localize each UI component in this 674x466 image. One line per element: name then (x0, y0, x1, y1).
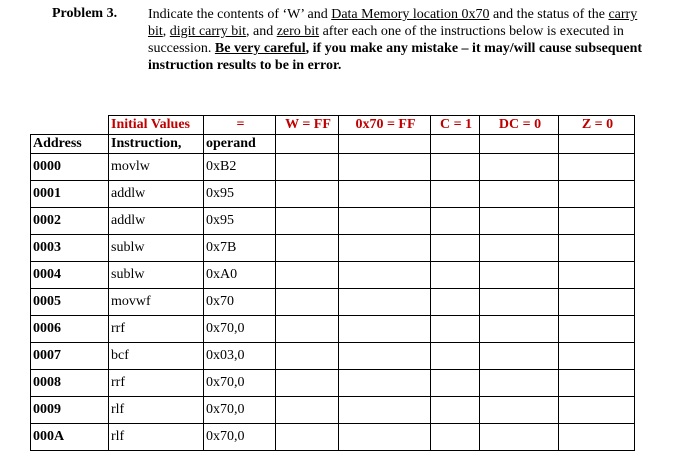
problem-text-5: after each one of the instructions below is executed in succession. (148, 24, 624, 56)
operand-cell: 0x70,0 (204, 397, 276, 424)
c-answer-cell[interactable] (431, 181, 480, 208)
instruction-cell: bcf (109, 343, 204, 370)
address-cell: 0006 (31, 316, 109, 343)
w-answer-cell[interactable] (276, 424, 339, 451)
dc-answer-cell[interactable] (480, 316, 559, 343)
c-answer-cell[interactable] (431, 343, 480, 370)
instruction-cell: addlw (109, 208, 204, 235)
w-answer-cell[interactable] (276, 316, 339, 343)
operand-cell: 0x70 (204, 289, 276, 316)
operand-cell: 0x70,0 (204, 370, 276, 397)
address-cell: 0007 (31, 343, 109, 370)
instruction-table (30, 115, 635, 451)
dc-answer-cell[interactable] (480, 181, 559, 208)
mem-answer-cell[interactable] (339, 370, 431, 397)
dc-answer-cell[interactable] (480, 289, 559, 316)
operand-cell: 0x95 (204, 208, 276, 235)
mem-answer-cell[interactable] (339, 316, 431, 343)
c-answer-cell[interactable] (431, 370, 480, 397)
mem-answer-cell[interactable] (339, 343, 431, 370)
z-answer-header (559, 135, 635, 154)
instruction-cell: sublw (109, 235, 204, 262)
problem-text-4: , and (245, 24, 277, 39)
initial-blank-cell (31, 116, 109, 135)
operand-cell: 0xA0 (204, 262, 276, 289)
z-answer-cell[interactable] (559, 208, 635, 235)
problem-text-1: Indicate the contents of ‘W’ and (148, 7, 332, 22)
operand-cell: 0x95 (204, 181, 276, 208)
problem-number: Problem 3. (52, 6, 118, 21)
mem-answer-cell[interactable] (339, 397, 431, 424)
address-cell: 0000 (31, 154, 109, 181)
problem-text-digit-carry-bit: digit carry bit (169, 24, 246, 39)
initial-values-equals: = (204, 116, 276, 135)
table-row (31, 262, 635, 289)
dc-answer-cell[interactable] (480, 343, 559, 370)
dc-answer-cell[interactable] (480, 370, 559, 397)
address-cell: 0005 (31, 289, 109, 316)
mem-answer-cell[interactable] (339, 262, 431, 289)
table-row (31, 316, 635, 343)
problem-text-zero-bit: zero bit (276, 24, 320, 39)
problem-text-be-careful: Be very careful (214, 41, 306, 56)
instruction-cell: movlw (109, 154, 204, 181)
operand-cell: 0x70,0 (204, 424, 276, 451)
z-answer-cell[interactable] (559, 289, 635, 316)
table-row (31, 343, 635, 370)
problem-text-3: , (162, 24, 170, 39)
w-answer-cell[interactable] (276, 343, 339, 370)
z-answer-cell[interactable] (559, 343, 635, 370)
c-answer-header (431, 135, 480, 154)
table-row (31, 424, 635, 451)
c-answer-cell[interactable] (431, 262, 480, 289)
z-answer-cell[interactable] (559, 235, 635, 262)
mem-answer-cell[interactable] (339, 235, 431, 262)
instruction-header: Instruction, (109, 135, 204, 154)
instruction-cell: rlf (109, 397, 204, 424)
c-answer-cell[interactable] (431, 154, 480, 181)
problem-text-data-memory: Data Memory location 0x70 (331, 7, 490, 22)
mem-answer-cell[interactable] (339, 424, 431, 451)
w-answer-cell[interactable] (276, 289, 339, 316)
address-cell: 0003 (31, 235, 109, 262)
initial-c: C = 1 (431, 116, 480, 135)
address-cell: 0009 (31, 397, 109, 424)
instruction-cell: sublw (109, 262, 204, 289)
c-answer-cell[interactable] (431, 316, 480, 343)
dc-answer-cell[interactable] (480, 208, 559, 235)
problem-text-6: , if you make any mistake – it may/will cause subsequent instruction results to be in error. (148, 41, 643, 73)
w-answer-cell[interactable] (276, 235, 339, 262)
z-answer-cell[interactable] (559, 397, 635, 424)
z-answer-cell[interactable] (559, 316, 635, 343)
z-answer-cell[interactable] (559, 370, 635, 397)
mem-answer-header (339, 135, 431, 154)
w-answer-header (276, 135, 339, 154)
table-row (31, 208, 635, 235)
problem-text-2: and the status of the (489, 7, 609, 22)
c-answer-cell[interactable] (431, 397, 480, 424)
operand-cell: 0xB2 (204, 154, 276, 181)
dc-answer-cell[interactable] (480, 154, 559, 181)
mem-answer-cell[interactable] (339, 289, 431, 316)
address-cell: 0002 (31, 208, 109, 235)
operand-cell: 0x03,0 (204, 343, 276, 370)
initial-mem-0x70: 0x70 = FF (339, 116, 431, 135)
problem-text-carry-bit: carry bit (148, 7, 638, 39)
table-row (31, 181, 635, 208)
initial-w: W = FF (276, 116, 339, 135)
c-answer-cell[interactable] (431, 208, 480, 235)
z-answer-cell[interactable] (559, 262, 635, 289)
w-answer-cell[interactable] (276, 370, 339, 397)
operand-cell: 0x70,0 (204, 316, 276, 343)
table-row (31, 289, 635, 316)
mem-answer-cell[interactable] (339, 154, 431, 181)
mem-answer-cell[interactable] (339, 208, 431, 235)
address-cell: 0008 (31, 370, 109, 397)
instruction-cell: addlw (109, 181, 204, 208)
dc-answer-cell[interactable] (480, 397, 559, 424)
z-answer-cell[interactable] (559, 181, 635, 208)
c-answer-cell[interactable] (431, 235, 480, 262)
address-cell: 000A (31, 424, 109, 451)
w-answer-cell[interactable] (276, 154, 339, 181)
table-row (31, 154, 635, 181)
z-answer-cell[interactable] (559, 424, 635, 451)
instruction-cell: rlf (109, 424, 204, 451)
instruction-cell: movwf (109, 289, 204, 316)
initial-values-label-cell (109, 116, 204, 135)
address-cell: 0004 (31, 262, 109, 289)
table-row (31, 397, 635, 424)
dc-answer-cell[interactable] (480, 235, 559, 262)
address-cell: 0001 (31, 181, 109, 208)
w-answer-cell[interactable] (276, 181, 339, 208)
mem-answer-cell[interactable] (339, 181, 431, 208)
w-answer-cell[interactable] (276, 262, 339, 289)
initial-z: Z = 0 (559, 116, 635, 135)
initial-dc: DC = 0 (480, 116, 559, 135)
w-answer-cell[interactable] (276, 397, 339, 424)
problem-statement (148, 6, 648, 74)
operand-header: operand (204, 135, 276, 154)
c-answer-cell[interactable] (431, 289, 480, 316)
dc-answer-header (480, 135, 559, 154)
instruction-cell: rrf (109, 370, 204, 397)
address-header: Address (31, 135, 109, 154)
z-answer-cell[interactable] (559, 154, 635, 181)
initial-values-label: Initial Values (111, 117, 190, 132)
c-answer-cell[interactable] (431, 424, 480, 451)
operand-cell: 0x7B (204, 235, 276, 262)
table-row (31, 370, 635, 397)
dc-answer-cell[interactable] (480, 262, 559, 289)
dc-answer-cell[interactable] (480, 424, 559, 451)
w-answer-cell[interactable] (276, 208, 339, 235)
table-row (31, 235, 635, 262)
initial-values-row (31, 116, 635, 135)
instruction-cell: rrf (109, 316, 204, 343)
column-header-row (31, 135, 635, 154)
